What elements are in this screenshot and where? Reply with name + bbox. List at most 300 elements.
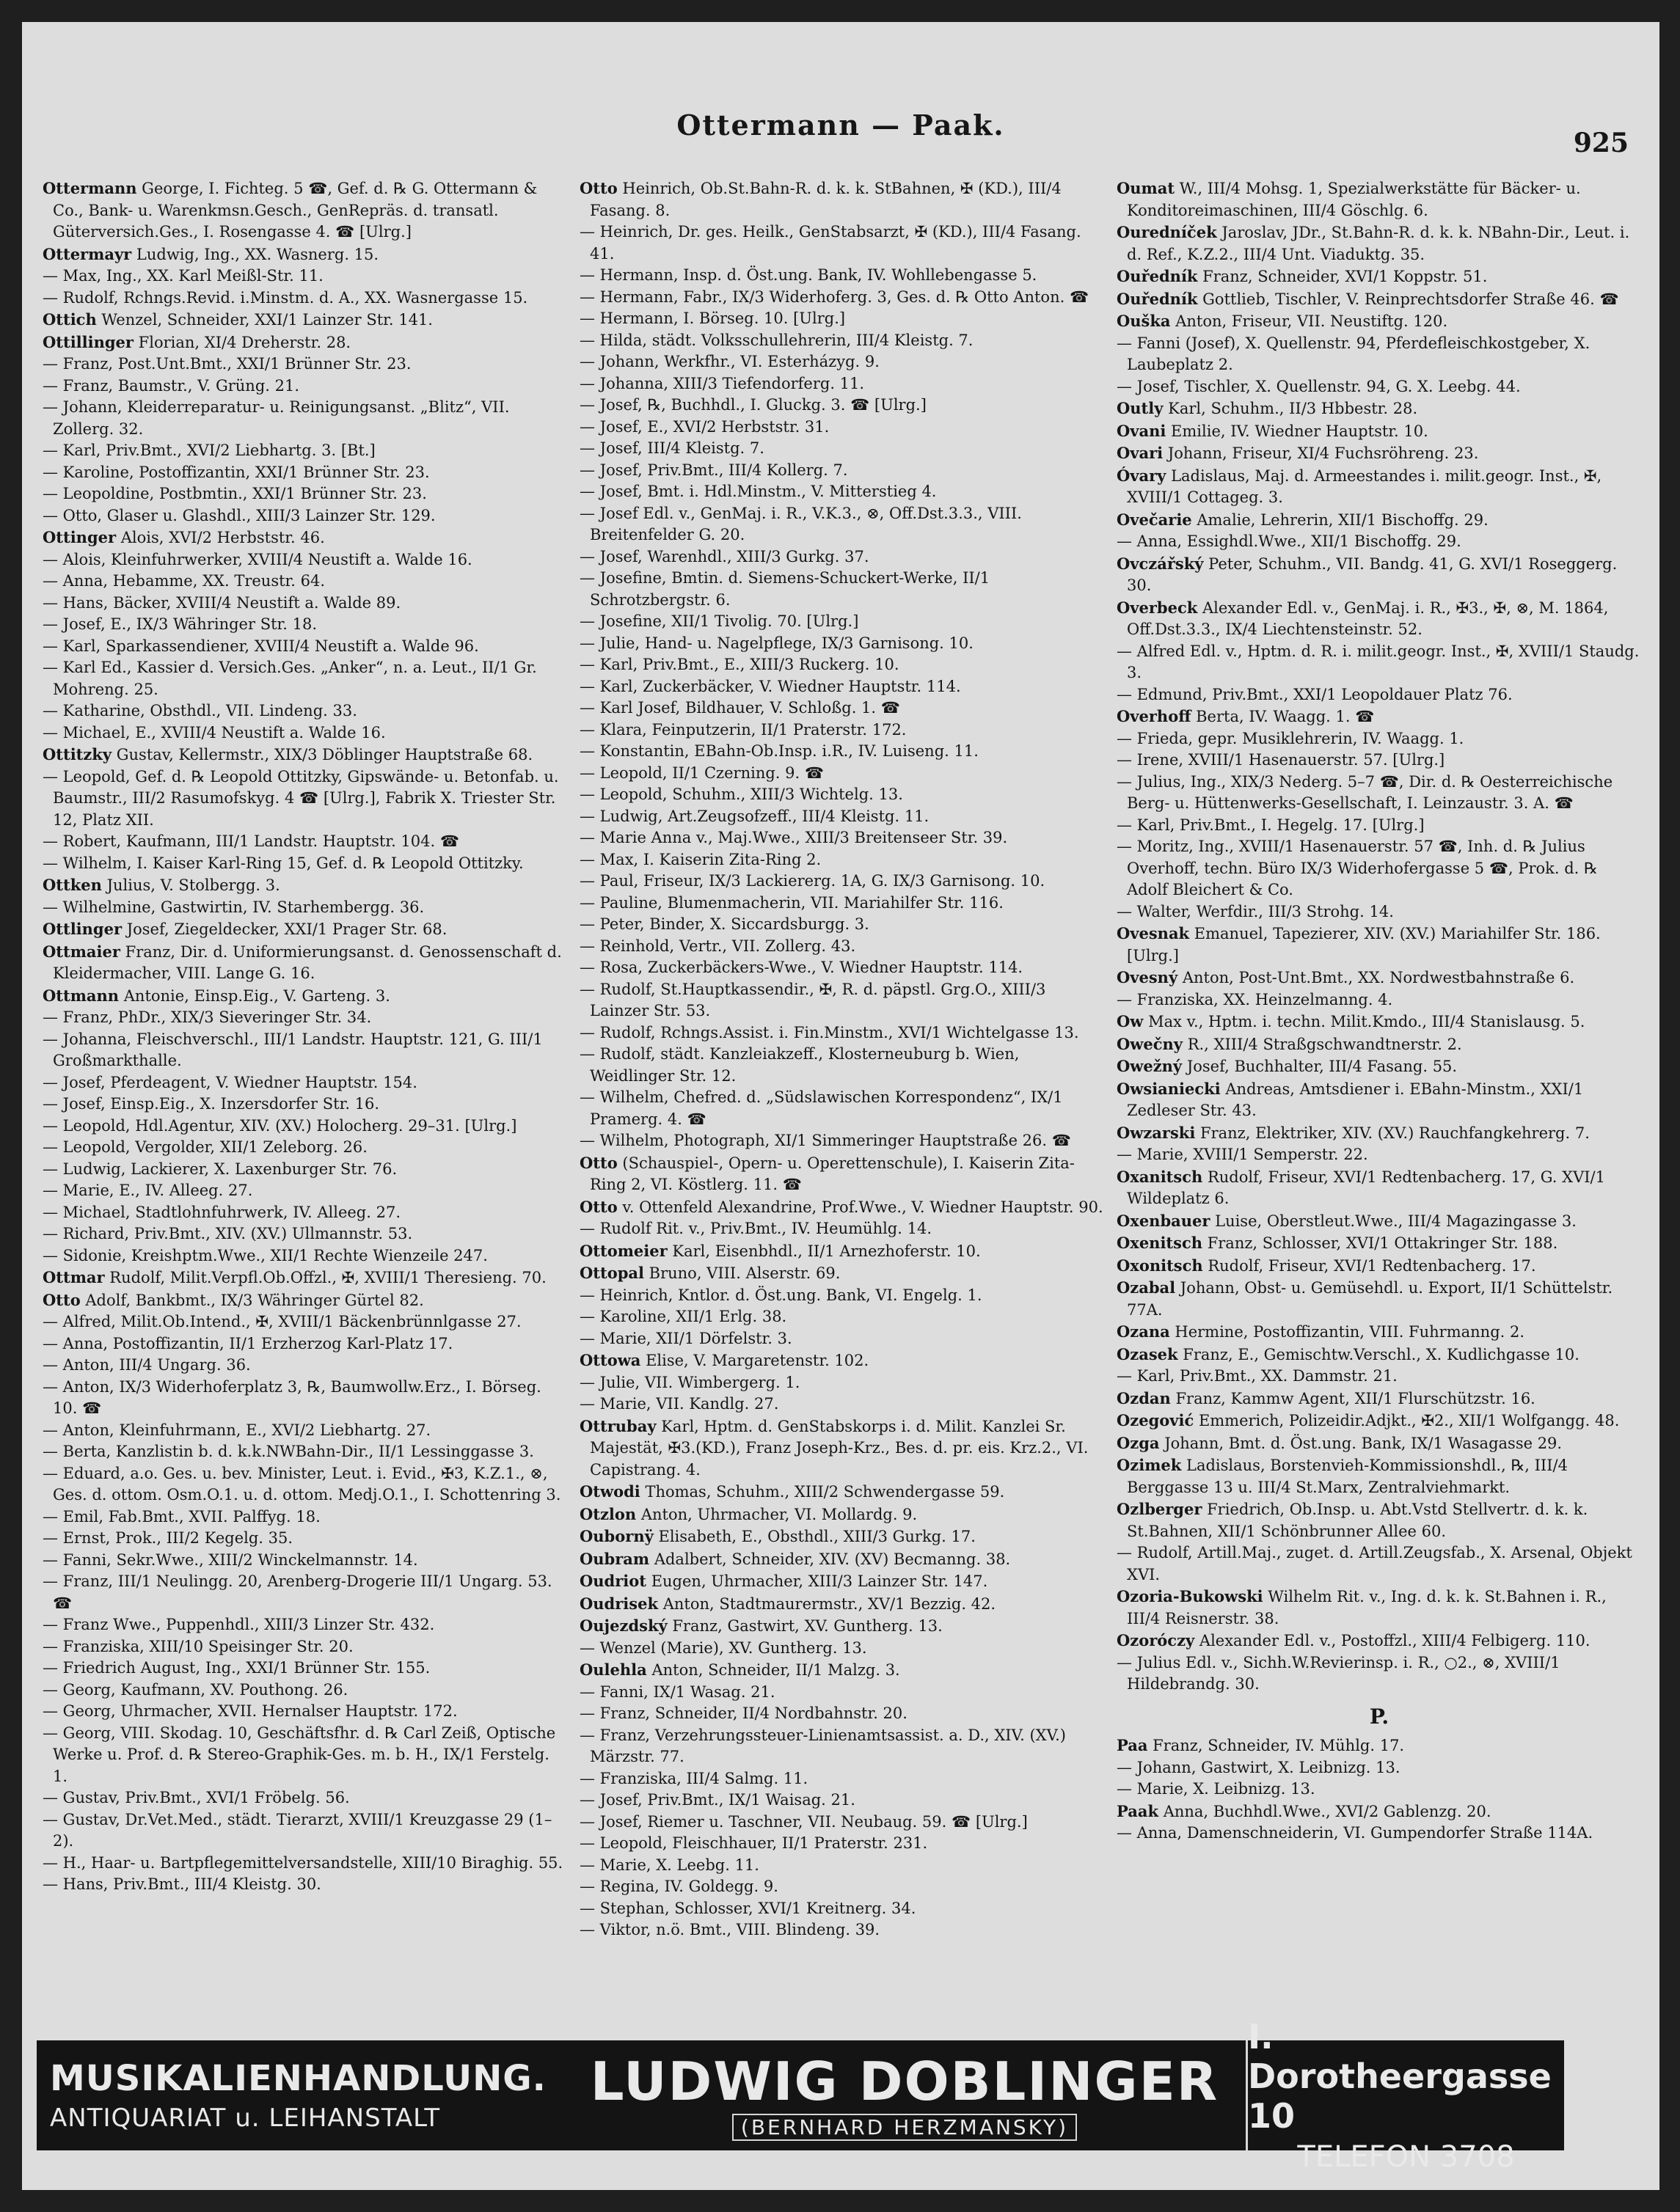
entry-details: — Josef, III/4 Kleistg. 7. (580, 439, 764, 457)
entry-surname: Ovesný (1117, 968, 1178, 986)
entry-details: — Josef, Einsp.Eig., X. Inzersdorfer Str. 16. (43, 1095, 380, 1113)
entry-details: — Georg, VIII. Skodag. 10, Geschäftsfhr. d. ℞ Carl Zeiß, Optische Werke u. Prof. d. ℞ Stereo-Graphik-Ges. m. b. H., IX/1 Ferstelg. 1. (43, 1724, 556, 1785)
entry-details: — Viktor, n.ö. Bmt., VIII. Blindeng. 39. (580, 1921, 880, 1938)
entry-details: Alois, XVI/2 Herbststr. 46. (120, 529, 325, 546)
entry-details: — Franz, Baumstr., V. Grüng. 21. (43, 376, 300, 395)
directory-entry (580, 1328, 1105, 1350)
directory-entry (1117, 836, 1642, 901)
directory-entry (580, 351, 1105, 373)
directory-entry (580, 330, 1105, 352)
directory-entry (580, 633, 1105, 655)
directory-page (22, 22, 1659, 2190)
entry-details: — Franz, Schneider, II/4 Nordbahnstr. 20. (580, 1704, 907, 1722)
column-1 (43, 177, 568, 2059)
entry-details: — Leopold, Hdl.Agentur, XIV. (XV.) Holocherg. 29–31. [Ulrg.] (43, 1116, 517, 1135)
directory-entry (580, 611, 1105, 633)
directory-entry (580, 936, 1105, 958)
entry-details: Anton, Uhrmacher, VI. Mollardg. 9. (640, 1505, 918, 1523)
entry-details: Rudolf, Friseur, XVI/1 Redtenbacherg. 17. (1208, 1256, 1536, 1275)
entry-surname: Otto (43, 1290, 81, 1309)
entry-surname: Ottich (43, 310, 97, 329)
entry-surname: Ouředník (1117, 289, 1198, 308)
directory-entry (1117, 221, 1642, 265)
entry-details: — Josefine, Bmtin. d. Siemens-Schuckert-Werke, II/1 Schrotzbergstr. 6. (580, 569, 990, 609)
directory-entry (43, 1853, 568, 1875)
entry-details: — Rudolf, Artill.Maj., zuget. d. Artill.Zeugsfab., X. Arsenal, Objekt XVI. (1117, 1544, 1632, 1583)
entry-details: — Anna, Hebamme, XX. Treustr. 64. (43, 572, 326, 590)
directory-entry (43, 505, 568, 527)
directory-entry (43, 1202, 568, 1224)
entry-details: — Hilda, städt. Volksschullehrerin, III/4 Kleistg. 7. (580, 331, 974, 349)
entry-surname: Ottinger (43, 528, 117, 546)
entry-details: — Ernst, Prok., III/2 Kegelg. 35. (43, 1529, 293, 1547)
entry-surname: Oxenbauer (1117, 1211, 1210, 1230)
entry-details: — Alfred, Milit.Ob.Intend., ✠, XVIII/1 Bäckenbrünnlgasse 27. (43, 1313, 522, 1330)
entry-details: — H., Haar- u. Bartpflegemittelversandstelle, XIII/10 Biraghig. 55. (43, 1853, 563, 1872)
entry-surname: Ozegović (1117, 1411, 1194, 1429)
entry-surname: Ozabal (1117, 1278, 1176, 1297)
directory-entry (43, 1072, 568, 1094)
directory-entry (580, 1022, 1105, 1044)
directory-entry (1117, 442, 1642, 465)
directory-entry (580, 871, 1105, 893)
directory-entry (43, 1377, 568, 1420)
directory-entry (1117, 398, 1642, 420)
directory-entry (580, 1306, 1105, 1328)
entry-details: — Paul, Friseur, IX/3 Lackiererg. 1A, G. IX/3 Garnisong. 10. (580, 872, 1045, 890)
entry-surname: Oujezdský (580, 1616, 668, 1635)
directory-entry (580, 1855, 1105, 1877)
directory-entry (1117, 1366, 1642, 1388)
directory-entry (43, 636, 568, 658)
entry-details: Franz, Schneider, IV. Mühlg. 17. (1153, 1737, 1405, 1754)
entry-details: Max v., Hptm. i. techn. Milit.Kmdo., III/4 Stanislausg. 5. (1148, 1013, 1585, 1030)
entry-details: Franz, Schlosser, XVI/1 Ottakringer Str. 188. (1207, 1234, 1558, 1252)
entry-details: W., III/4 Mohsg. 1, Spezialwerkstätte für Bäcker- u. Konditoreimaschinen, III/4 Göschlg. 6. (1127, 180, 1581, 219)
directory-entry (1117, 1166, 1642, 1210)
entry-details: — Heinrich, Dr. ges. Heilk., GenStabsarzt, ✠ (KD.), III/4 Fasang. 41. (580, 223, 1081, 263)
directory-entry (580, 697, 1105, 719)
entry-details: — Karl, Priv.Bmt., I. Hegelg. 17. [Ulrg.] (1117, 816, 1425, 834)
directory-entry (580, 1196, 1105, 1219)
directory-entry (580, 1615, 1105, 1638)
entry-surname: Ouredníček (1117, 223, 1217, 241)
entry-details: — Friedrich August, Ing., XXI/1 Brünner Str. 155. (43, 1659, 431, 1677)
directory-entry (1117, 310, 1642, 333)
directory-entry (580, 1593, 1105, 1616)
directory-entry (1117, 597, 1642, 641)
directory-entry (1117, 1735, 1642, 1757)
entry-surname: Ottlinger (43, 920, 123, 938)
entry-surname: Oudrisek (580, 1594, 659, 1613)
directory-entry (43, 1116, 568, 1138)
entry-details: — Robert, Kaufmann, III/1 Landstr. Hauptstr. 104. ☎ (43, 832, 460, 850)
entry-surname: Ow (1117, 1012, 1144, 1030)
directory-entry (1117, 1542, 1642, 1586)
entry-surname: Otto (580, 1153, 618, 1172)
directory-entry (1117, 1652, 1642, 1696)
entry-details: Emilie, IV. Wiedner Hauptstr. 10. (1171, 422, 1428, 440)
directory-entry (580, 849, 1105, 871)
entry-details: Johann, Obst- u. Gemüsehdl. u. Export, II/1 Schüttelstr. 77A. (1127, 1279, 1613, 1319)
entry-details: — Marie, XII/1 Dörfelstr. 3. (580, 1329, 792, 1347)
entry-details: — Reinhold, Vertr., VII. Zollerg. 43. (580, 937, 856, 955)
entry-details: George, I. Fichteg. 5 ☎, Gef. d. ℞ G. Ottermann & Co., Bank- u. Warenkmsn.Gesch., GenRepräs. d. transatl. Güterversich.Ges., I. Rosengasse 4. ☎ [Ulrg.] (53, 180, 538, 241)
entry-surname: Outly (1117, 399, 1164, 417)
entry-details: Elisabeth, E., Obsthdl., XIII/3 Gurkg. 17. (658, 1528, 976, 1545)
directory-entry (1117, 177, 1642, 221)
entry-details: — Katharine, Obsthdl., VII. Lindeng. 33. (43, 702, 357, 719)
entry-details: Karl, Schuhm., II/3 Hbbestr. 28. (1168, 400, 1418, 417)
entry-surname: Oxanitsch (1117, 1167, 1203, 1186)
directory-entry (43, 376, 568, 398)
directory-entry (580, 1240, 1105, 1263)
entry-details: Wilhelm Rit. v., Ing. d. k. k. St.Bahnen i. R., III/4 Reisnerstr. 38. (1127, 1588, 1607, 1627)
entry-surname: Oulehla (580, 1660, 647, 1679)
entry-details: Anton, Stadtmaurermstr., XV/1 Bezzig. 42. (662, 1594, 996, 1613)
entry-surname: Ozlberger (1117, 1500, 1202, 1518)
entry-surname: Oubram (580, 1549, 650, 1568)
directory-entry (43, 1311, 568, 1333)
directory-entry (43, 831, 568, 853)
directory-entry (1117, 706, 1642, 728)
directory-entry (580, 1504, 1105, 1526)
directory-entry (580, 1526, 1105, 1548)
directory-entry (1117, 1630, 1642, 1652)
entry-details: Anna, Buchhdl.Wwe., XVI/2 Gablenzg. 20. (1163, 1802, 1491, 1820)
directory-entry (43, 614, 568, 636)
entry-details: — Anton, Kleinfuhrmann, E., XVI/2 Liebhartg. 27. (43, 1421, 431, 1439)
directory-entry (580, 1682, 1105, 1704)
directory-entry (43, 397, 568, 440)
directory-entry (1117, 728, 1642, 750)
directory-entry (43, 243, 568, 266)
entry-details: — Franz Wwe., Puppenhdl., XIII/3 Linzer Str. 432. (43, 1616, 435, 1633)
directory-entry (1117, 1144, 1642, 1166)
directory-entry (43, 265, 568, 288)
directory-entry (43, 744, 568, 766)
directory-entry (580, 1262, 1105, 1285)
directory-entry (580, 763, 1105, 785)
entry-surname: Ottillinger (43, 332, 134, 351)
directory-entry (580, 654, 1105, 676)
directory-entry (1117, 989, 1642, 1011)
directory-entry (580, 1130, 1105, 1152)
directory-entry (1117, 376, 1642, 398)
entry-details: — Karl, Sparkassendiener, XVIII/4 Neustift a. Walde 96. (43, 637, 479, 655)
entry-details: — Karl, Priv.Bmt., XX. Dammstr. 21. (1117, 1367, 1398, 1385)
entry-surname: Ottmar (43, 1268, 105, 1286)
directory-entry (1117, 1410, 1642, 1432)
directory-entry (1117, 1498, 1642, 1542)
directory-entry (43, 1463, 568, 1506)
directory-columns (43, 177, 1642, 2059)
entry-details: Franz, Dir. d. Uniformierungsanst. d. Genossenschaft d. Kleidermacher, VIII. Lange G. 16. (53, 942, 562, 982)
ad-middle-block (563, 2040, 1246, 2150)
directory-entry (580, 438, 1105, 460)
entry-details: — Josef, Priv.Bmt., IX/1 Waisag. 21. (580, 1791, 855, 1809)
directory-entry (43, 722, 568, 744)
entry-details: Franz, Schneider, XVI/1 Koppstr. 51. (1202, 268, 1488, 285)
entry-details: Emmerich, Polizeidir.Adjkt., ✠2., XII/1 Wolfgangg. 48. (1198, 1412, 1620, 1429)
entry-details: Josef, Ziegeldecker, XXI/1 Prager Str. 68. (126, 920, 448, 938)
entry-details: — Marie, XVIII/1 Semperstr. 22. (1117, 1146, 1368, 1163)
entry-details: — Johann, Werkfhr., VI. Esterházyg. 9. (580, 353, 880, 370)
directory-entry (580, 1659, 1105, 1682)
directory-entry (1117, 1321, 1642, 1344)
entry-surname: Ottitzky (43, 745, 112, 763)
section-letter: P. (1369, 1704, 1389, 1729)
entry-details: — Anton, III/4 Ungarg. 36. (43, 1356, 251, 1374)
entry-details: — Leopold, Vergolder, XII/1 Zeleborg. 26. (43, 1138, 368, 1156)
entry-details: — Josef, Pferdeagent, V. Wiedner Hauptstr. 154. (43, 1073, 417, 1091)
directory-entry (43, 700, 568, 722)
entry-details: — Franz, Post.Unt.Bmt., XXI/1 Brünner Str. 23. (43, 355, 412, 373)
directory-entry (580, 503, 1105, 546)
entry-surname: Oubornÿ (580, 1527, 654, 1545)
entry-surname: Ouška (1117, 312, 1171, 330)
entry-details: — Edmund, Priv.Bmt., XXI/1 Leopoldauer Platz 76. (1117, 685, 1513, 703)
entry-surname: Ovečarie (1117, 510, 1192, 529)
directory-entry (43, 985, 568, 1008)
directory-entry (43, 1809, 568, 1853)
entry-details: — Josef, Warenhdl., XIII/3 Gurkg. 37. (580, 547, 869, 565)
column-3 (1117, 177, 1642, 2059)
entry-details: Karl, Eisenbhdl., II/1 Arnezhoferstr. 10. (672, 1242, 981, 1260)
entry-details: — Berta, Kanzlistin b. d. k.k.NWBahn-Dir., II/1 Lessinggasse 3. (43, 1443, 534, 1460)
page-title: Ottermann — Paak. (676, 109, 1005, 142)
directory-entry (43, 766, 568, 832)
entry-surname: Oxonitsch (1117, 1256, 1203, 1275)
directory-entry (580, 1218, 1105, 1240)
entry-details: — Peter, Binder, X. Siccardsburgg. 3. (580, 915, 869, 933)
entry-details: Johann, Friseur, XI/4 Fuchsröhreng. 23. (1167, 444, 1479, 462)
directory-entry (580, 1394, 1105, 1416)
directory-entry (580, 1876, 1105, 1898)
entry-surname: Ovczářský (1117, 554, 1204, 573)
directory-entry (580, 1349, 1105, 1372)
directory-entry (580, 1481, 1105, 1504)
directory-entry (580, 1898, 1105, 1920)
entry-details: — Marie Anna v., Maj.Wwe., XIII/3 Breitenseer Str. 39. (580, 829, 1008, 846)
entry-details: — Karl Josef, Bildhauer, V. Schloßg. 1. ☎ (580, 699, 900, 717)
entry-details: — Heinrich, Kntlor. d. Öst.ung. Bank, VI. Engelg. 1. (580, 1286, 982, 1304)
ad-address: I. Dorotheergasse 10 (1248, 2017, 1552, 2136)
entry-surname: Ottowa (580, 1351, 641, 1369)
directory-entry (580, 308, 1105, 330)
entry-surname: Ottermann (43, 179, 137, 197)
directory-entry (1117, 1586, 1642, 1630)
directory-entry (43, 1245, 568, 1267)
entry-surname: Owečny (1117, 1034, 1183, 1053)
entry-surname: Ottopal (580, 1264, 644, 1282)
directory-entry (1117, 1055, 1642, 1078)
entry-details: — Johanna, XIII/3 Tiefendorferg. 11. (580, 374, 865, 392)
entry-details: Peter, Schuhm., VII. Bandg. 41, G. XVI/1 Roseggerg. 30. (1127, 554, 1618, 594)
directory-entry (580, 719, 1105, 741)
directory-entry (1117, 1011, 1642, 1033)
directory-entry (43, 1723, 568, 1788)
directory-entry (43, 1571, 568, 1614)
entry-details: — Karl, Priv.Bmt., E., XIII/3 Ruckerg. 10. (580, 656, 899, 673)
directory-entry (1117, 684, 1642, 706)
entry-details: Rudolf, Milit.Verpfl.Ob.Offzl., ✠, XVIII/1 Theresieng. 70. (109, 1269, 547, 1286)
directory-entry (580, 1725, 1105, 1768)
directory-entry (580, 417, 1105, 439)
directory-entry (43, 462, 568, 484)
entry-details: — Ludwig, Lackierer, X. Laxenburger Str. 76. (43, 1160, 398, 1178)
directory-entry (580, 893, 1105, 915)
entry-details: — Karoline, XII/1 Erlg. 38. (580, 1308, 787, 1325)
directory-entry (43, 1029, 568, 1072)
entry-details: Gustav, Kellermstr., XIX/3 Döblinger Hauptstraße 68. (116, 746, 533, 763)
entry-details: — Max, Ing., XX. Karl Meißl-Str. 11. (43, 267, 324, 285)
entry-details: Alexander Edl. v., GenMaj. i. R., ✠3., ✠, ⊗, M. 1864, Off.Dst.3.3., IX/4 Liechtensteinstr. 52. (1127, 598, 1609, 638)
directory-entry (1117, 967, 1642, 989)
entry-details: — Wilhelm, Chefred. d. „Südslawischen Korrespondenz“, IX/1 Pramerg. 4. ☎ (580, 1088, 1063, 1128)
directory-entry (580, 481, 1105, 503)
directory-entry (580, 1638, 1105, 1660)
entry-details: Johann, Bmt. d. Öst.ung. Bank, IX/1 Wasagasse 29. (1164, 1434, 1563, 1452)
directory-entry (580, 784, 1105, 806)
entry-details: — Franz, Verzehrungssteuer-Linienamtsassist. a. D., XIV. (XV.) Märzstr. 77. (580, 1726, 1066, 1765)
directory-entry (43, 593, 568, 615)
directory-entry (43, 288, 568, 310)
entry-details: — Franz, III/1 Neulingg. 20, Arenberg-Drogerie III/1 Ungarg. 53. ☎ (43, 1572, 552, 1612)
entry-surname: Ovani (1117, 421, 1166, 440)
entry-details: Ludwig, Ing., XX. Wasnerg. 15. (136, 245, 379, 263)
entry-details: Florian, XI/4 Dreherstr. 28. (138, 333, 351, 351)
entry-details: — Anna, Postoffizantin, II/1 Erzherzog Karl-Platz 17. (43, 1334, 453, 1352)
entry-surname: Ovesnak (1117, 924, 1190, 942)
directory-entry (580, 1833, 1105, 1855)
directory-entry (1117, 288, 1642, 311)
entry-details: Franz, E., Gemischtw.Verschl., X. Kudlichgasse 10. (1183, 1345, 1579, 1363)
ad-right-block (1246, 2017, 1564, 2174)
entry-details: Berta, IV. Waagg. 1. ☎ (1196, 708, 1375, 725)
directory-entry (1117, 923, 1642, 967)
entry-details: Karl, Hptm. d. GenStabskorps i. d. Milit. Kanzlei Sr. Majestät, ✠3.(KD.), Franz Joseph-Krz., Bes. d. pr. eis. Krz.2., VI. Capistrang. 4. (590, 1417, 1089, 1479)
entry-details: — Anna, Essighdl.Wwe., XII/1 Bischoffg. 29. (1117, 532, 1461, 550)
directory-entry (43, 1223, 568, 1245)
entry-details: Franz, Gastwirt, XV. Guntherg. 13. (672, 1617, 943, 1635)
directory-entry (43, 1441, 568, 1463)
directory-entry (580, 676, 1105, 698)
advertisement-banner (37, 2017, 1564, 2174)
entry-details: — Georg, Kaufmann, XV. Pouthong. 26. (43, 1680, 348, 1699)
entry-details: — Anton, IX/3 Widerhoferplatz 3, ℞, Baumwollw.Erz., I. Börseg. 10. ☎ (43, 1377, 541, 1417)
entry-surname: Ottken (43, 876, 102, 894)
entry-details: — Gustav, Dr.Vet.Med., städt. Tierarzt, XVIII/1 Kreuzgasse 29 (1–2). (43, 1810, 552, 1850)
directory-entry (1117, 1757, 1642, 1779)
entry-details: Franz, Elektriker, XIV. (XV.) Rauchfangkehrerg. 7. (1200, 1124, 1590, 1142)
entry-details: — Leopold, Fleischhauer, II/1 Praterstr. 231. (580, 1834, 928, 1852)
entry-surname: Overbeck (1117, 598, 1198, 617)
directory-entry (43, 440, 568, 462)
entry-details: — Rudolf Rit. v., Priv.Bmt., IV. Heumühlg. 14. (580, 1220, 932, 1237)
directory-entry (43, 1680, 568, 1702)
directory-entry (43, 1550, 568, 1572)
entry-details: — Josef, Riemer u. Taschner, VII. Neubaug. 59. ☎ [Ulrg.] (580, 1812, 1028, 1831)
directory-entry (1117, 1210, 1642, 1233)
entry-details: Josef, Buchhalter, III/4 Fasang. 55. (1186, 1058, 1458, 1075)
entry-details: Friedrich, Ob.Insp. u. Abt.Vstd Stellvertr. d. k. k. St.Bahnen, XII/1 Schönbrunner Allee 60. (1127, 1501, 1588, 1540)
entry-surname: Óvary (1117, 466, 1166, 485)
directory-entry (1117, 265, 1642, 288)
entry-details: R., XIII/4 Straßgschwandtnerstr. 2. (1187, 1035, 1462, 1053)
entry-details: — Rudolf, St.Hauptkassendir., ✠, R. d. päpstl. Grg.O., XIII/3 Lainzer Str. 53. (580, 980, 1046, 1019)
entry-details: — Otto, Glaser u. Glashdl., XIII/3 Lainzer Str. 129. (43, 506, 436, 524)
entry-details: Julius, V. Stolbergg. 3. (106, 876, 280, 894)
entry-details: — Josef, E., XVI/2 Herbststr. 31. (580, 417, 830, 436)
entry-details: Elise, V. Margaretenstr. 102. (646, 1352, 869, 1369)
directory-entry (43, 1159, 568, 1181)
entry-details: — Rudolf, Rchngs.Revid. i.Minstm. d. A., XX. Wasnergasse 15. (43, 288, 528, 307)
entry-details: — Hans, Priv.Bmt., III/4 Kleistg. 30. (43, 1875, 321, 1893)
entry-surname: Ottmann (43, 986, 120, 1005)
entry-details: — Fanni, IX/1 Wasag. 21. (580, 1682, 775, 1701)
entry-details: — Julius Edl. v., Sichh.W.Revierinsp. i. R., ○2., ⊗, XVIII/1 Hildebrandg. 30. (1117, 1653, 1560, 1693)
entry-details: — Rudolf, Rchngs.Assist. i. Fin.Minstm., XVI/1 Wichtelgasse 13. (580, 1023, 1079, 1041)
directory-entry (580, 1285, 1105, 1307)
entry-surname: Ozimek (1117, 1456, 1182, 1474)
entry-details: Emanuel, Tapezierer, XIV. (XV.) Mariahilfer Str. 186. [Ulrg.] (1127, 925, 1601, 964)
directory-entry (1117, 1388, 1642, 1410)
directory-entry (43, 549, 568, 571)
entry-surname: Ovari (1117, 444, 1164, 462)
entry-details: — Max, I. Kaiserin Zita-Ring 2. (580, 850, 822, 868)
directory-entry (580, 568, 1105, 611)
entry-details: — Emil, Fab.Bmt., XVII. Palffyg. 18. (43, 1507, 321, 1526)
directory-entry (43, 1267, 568, 1289)
entry-surname: Ottermayr (43, 244, 132, 263)
entry-details: — Franziska, III/4 Salmg. 11. (580, 1769, 808, 1787)
entry-details: — Klara, Feinputzerin, II/1 Praterstr. 172. (580, 720, 907, 739)
directory-entry (580, 1570, 1105, 1593)
directory-entry (580, 1372, 1105, 1394)
entry-surname: Otto (580, 179, 618, 197)
entry-surname: Ottmaier (43, 942, 120, 961)
directory-entry (580, 221, 1105, 265)
entry-details: (Schauspiel-, Opern- u. Operettenschule), I. Kaiserin Zita-Ring 2, VI. Köstlerg. 11. ☎ (590, 1154, 1075, 1193)
directory-entry (580, 1812, 1105, 1834)
entry-surname: Oxenitsch (1117, 1234, 1202, 1252)
entry-details: Heinrich, Ob.St.Bahn-R. d. k. k. StBahnen, ✠ (KD.), III/4 Fasang. 8. (590, 180, 1062, 219)
directory-entry (1117, 815, 1642, 837)
ad-left-block (37, 2040, 563, 2150)
entry-details: — Josef Edl. v., GenMaj. i. R., V.K.3., ⊗, Off.Dst.3.3., VIII. Breitenfelder G. 20. (580, 504, 1022, 543)
entry-details: — Wilhelm, I. Kaiser Karl-Ring 15, Gef. d. ℞ Leopold Ottitzky. (43, 854, 524, 872)
directory-entry (1117, 1033, 1642, 1056)
entry-details: — Johanna, Fleischverschl., III/1 Landstr. Hauptstr. 121, G. III/1 Großmarkthalle. (43, 1030, 543, 1069)
entry-surname: Oudriot (580, 1572, 646, 1590)
entry-details: — Franziska, XX. Heinzelmanng. 4. (1117, 990, 1393, 1008)
entry-surname: Ozdan (1117, 1388, 1171, 1407)
entry-details: — Eduard, a.o. Ges. u. bev. Minister, Leut. i. Evid., ✠3, K.Z.1., ⊗, Ges. d. ottom. Osm.O.1. u. d. ottom. Medj.O.1., I. Schottenring 3. (43, 1464, 561, 1504)
entry-details: — Josefine, XII/1 Tivolig. 70. [Ulrg.] (580, 612, 859, 630)
entry-details: — Marie, X. Leebg. 11. (580, 1856, 759, 1874)
directory-entry (580, 957, 1105, 979)
entry-surname: Paa (1117, 1736, 1148, 1754)
directory-entry (580, 741, 1105, 763)
entry-details: — Johann, Gastwirt, X. Leibnizg. 13. (1117, 1758, 1400, 1776)
directory-entry (43, 918, 568, 941)
entry-surname: Otwodi (580, 1482, 640, 1501)
entry-details: — Marie, VII. Kandlg. 27. (580, 1395, 779, 1413)
directory-entry (1117, 901, 1642, 923)
directory-entry (580, 1703, 1105, 1725)
ad-shop-services: ANTIQUARIAT u. LEIHANSTALT (50, 2103, 441, 2133)
